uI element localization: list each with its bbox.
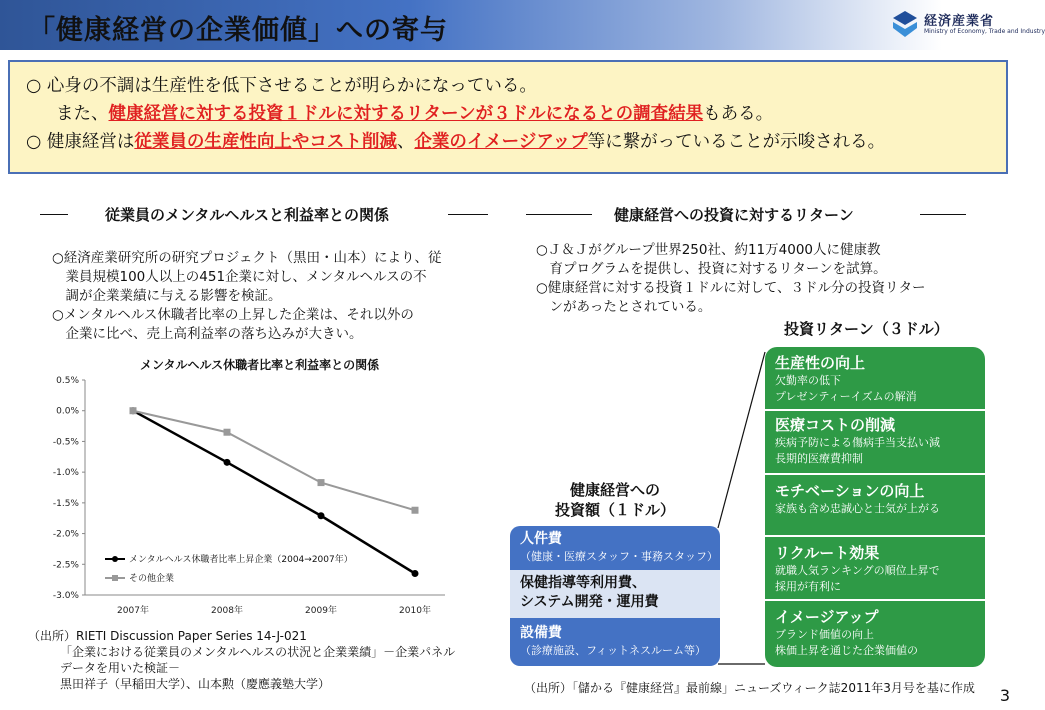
series-line: [133, 411, 415, 511]
summary-box: [8, 60, 1008, 174]
highlight-text: 健康経営に対する投資１ドルに対するリターンが３ドルになるとの調査結果: [108, 104, 704, 124]
return-title: 投資リターン（３ドル）: [784, 320, 949, 338]
investment-item: 人件費 （健康・医療スタッフ・事務スタッフ）: [520, 531, 718, 563]
logo-name: 経済産業省: [924, 14, 995, 29]
return-panel: [765, 347, 985, 667]
divider: [526, 214, 592, 215]
return-item: イメージアップ ブランド価値の向上 株価上昇を通じた企業価値の: [775, 608, 918, 657]
y-tick-label: 0.5%: [56, 376, 79, 386]
y-tick-label: -2.0%: [52, 529, 79, 540]
divider: [765, 473, 985, 475]
legend-marker: [112, 556, 118, 562]
divider: [765, 535, 985, 537]
investment-panel: [510, 526, 720, 666]
series-line: [133, 411, 415, 574]
left-section-title: 従業員のメンタルヘルスと利益率との関係: [105, 206, 389, 224]
y-tick-label: -1.0%: [52, 468, 79, 479]
return-item: リクルート効果 就職人気ランキングの順位上昇で 採用が有利に: [775, 544, 940, 593]
logo-subtitle: Ministry of Economy, Trade and Industry: [924, 28, 1045, 35]
meti-logo: [892, 8, 1045, 42]
legend-label: その他企業: [129, 574, 175, 584]
data-point: [412, 570, 419, 577]
summary-line-1: ○ 心身の不調は生産性を低下させることが明らかになっている。: [26, 76, 537, 96]
page-number: 3: [999, 686, 1010, 705]
divider: [765, 409, 985, 411]
chart-title: メンタルヘルス休職者比率と利益率との関係: [140, 358, 380, 372]
divider: [765, 599, 985, 601]
return-item: モチベーションの向上 家族も含め忠誠心と士気が上がる: [775, 482, 940, 515]
summary-line-2: また、健康経営に対する投資１ドルに対するリターンが３ドルになるとの調査結果もある。: [56, 104, 774, 124]
x-tick-label: 2008年: [211, 606, 243, 616]
y-tick-label: 0.0%: [56, 406, 79, 417]
x-tick-label: 2010年: [399, 606, 431, 616]
data-point: [224, 429, 231, 436]
investment-item: 保健指導等利用費、 システム開発・運用費: [520, 575, 659, 610]
y-tick-label: -2.5%: [52, 560, 79, 571]
right-description: ○Ｊ＆Ｊがグループ世界250社、約11万4000人に健康教 育プログラムを提供し、投資に対するリターンを試算。 ○健康経営に対する投資１ドルに対して、３ドル分の投資リター ンがあったとされている。: [536, 242, 926, 315]
left-description: ○経済産業研究所の研究プロジェクト（黒田・山本）により、従 業員規模100人以上の451企業に対し、メンタルヘルスの不 調が企業業績に与える影響を検証。 ○メンタルヘルス休職者比率の上昇した企業は、それ以外の 企業に比べ、売上高利益率の落ち込みが大きい。: [52, 250, 442, 342]
left-source: （出所）RIETI Discussion Paper Series 14-J-021 「企業における従業員のメンタルヘルスの状況と企業業績」－企業パネル データを用いた検証－ 黒田祥子（早稲田大学）、山本勲（慶應義塾大学）: [28, 629, 456, 691]
investment-item: 設備費 （診療施設、フィットネスルーム等）: [520, 625, 707, 657]
data-point: [318, 512, 325, 519]
legend-marker: [112, 575, 118, 581]
x-tick-label: 2009年: [305, 606, 337, 616]
summary-line-3: ○ 健康経営は従業員の生産性向上やコスト削減、企業のイメージアップ等に繋がっていることが示唆される。: [26, 132, 886, 152]
right-source: （出所）「儲かる『健康経営』最前線」ニューズウィーク誌2011年3月号を基に作成: [524, 681, 975, 695]
highlight-text: 従業員の生産性向上やコスト削減: [134, 132, 397, 152]
highlight-text: 企業のイメージアップ: [414, 132, 588, 152]
data-point: [224, 459, 231, 466]
meti-logo-icon: [892, 10, 918, 38]
y-tick-label: -3.0%: [52, 591, 79, 601]
divider: [40, 214, 68, 215]
x-tick-label: 2007年: [117, 606, 149, 616]
return-item: 生産性の向上 欠勤率の低下 プレゼンティーイズムの解消: [775, 354, 917, 403]
divider: [448, 214, 488, 215]
data-point: [318, 479, 325, 486]
page-title: 「健康経営の企業価値」への寄与: [28, 15, 448, 46]
legend-label: メンタルヘルス休職者比率上昇企業（2004→2007年）: [129, 555, 353, 565]
data-point: [130, 407, 137, 414]
data-point: [412, 507, 419, 514]
return-item: 医療コストの削減 疾病予防による傷病手当支払い減 長期的医療費抑制: [775, 416, 940, 465]
divider: [920, 214, 966, 215]
right-section-title: 健康経営への投資に対するリターン: [614, 206, 854, 224]
y-tick-label: -0.5%: [52, 437, 79, 448]
y-tick-label: -1.5%: [52, 498, 79, 509]
line-chart: [45, 355, 465, 625]
investment-title: 健康経営への 投資額（１ドル）: [554, 481, 675, 519]
